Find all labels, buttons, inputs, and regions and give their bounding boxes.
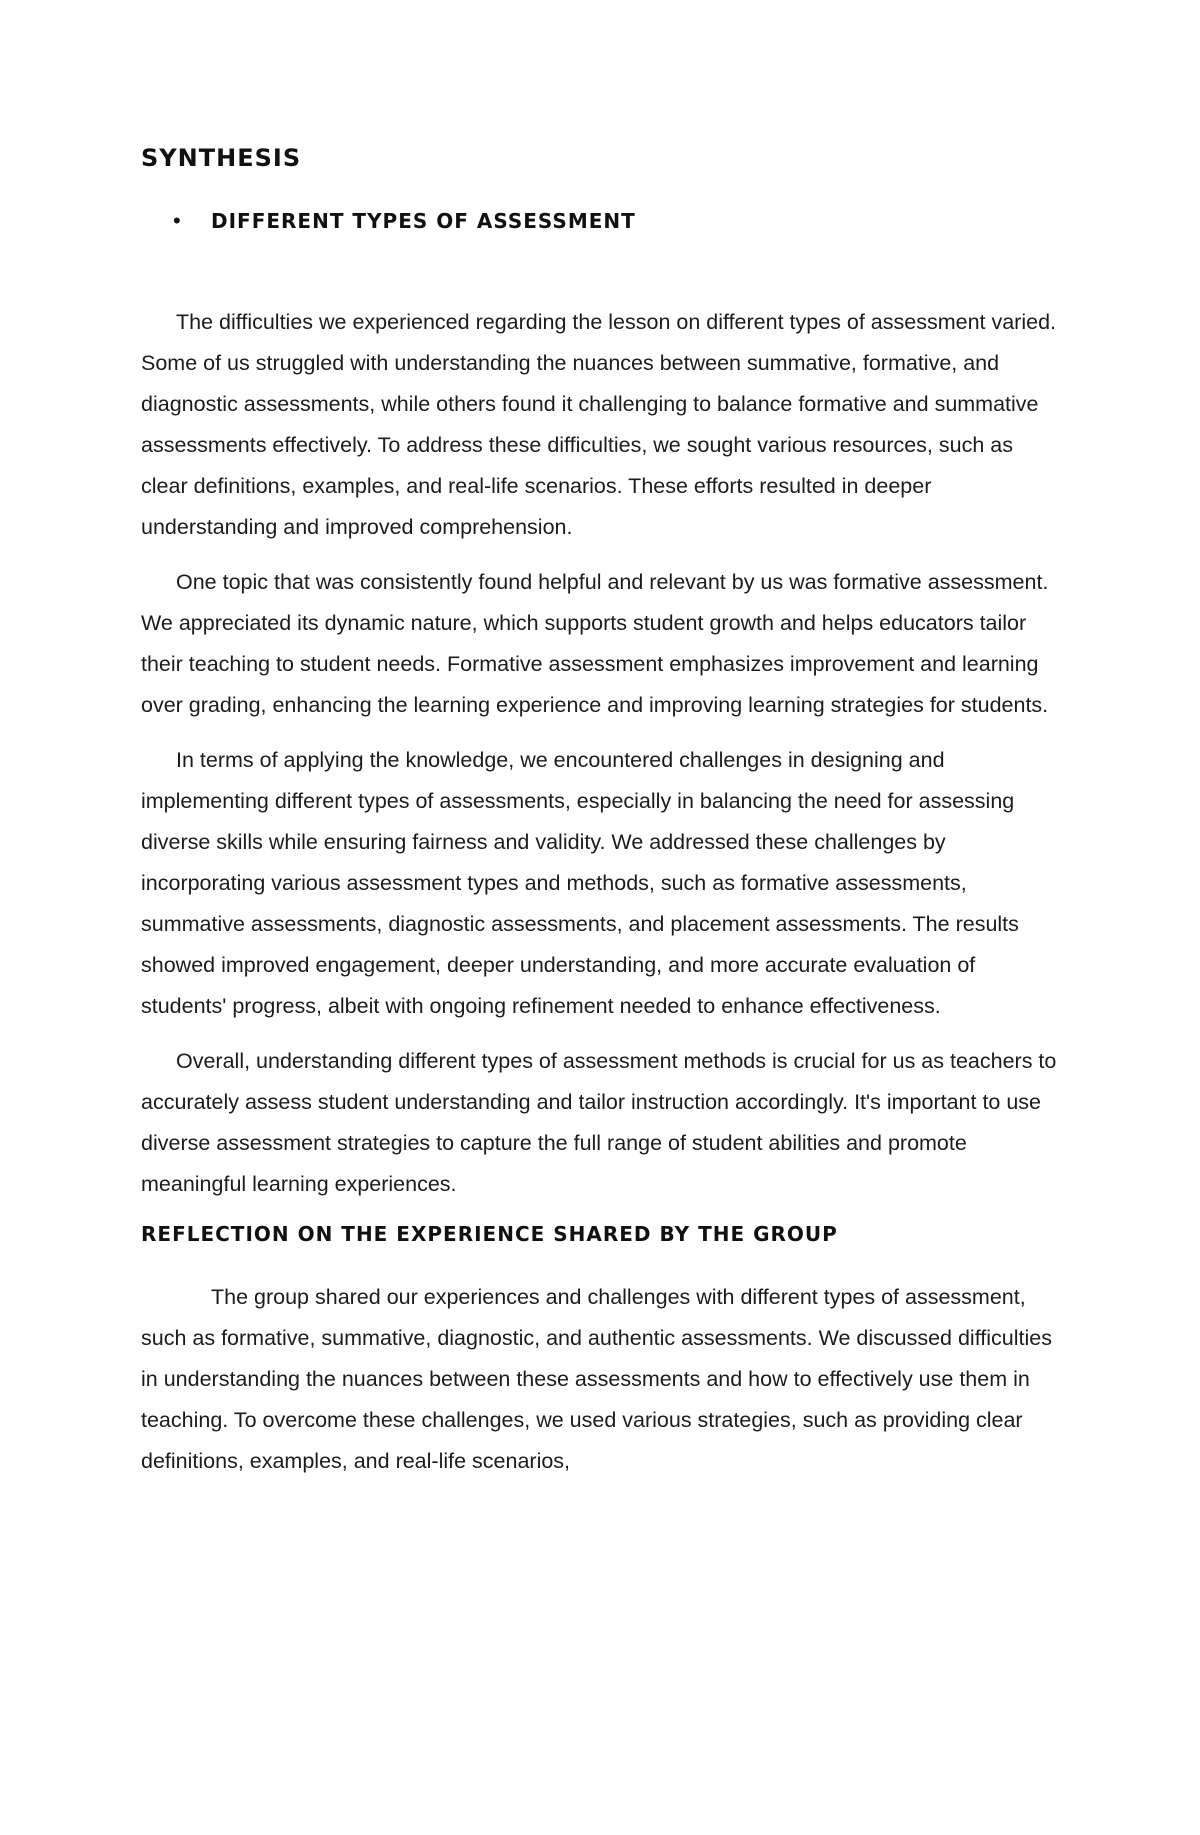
- paragraph-applying-knowledge: In terms of applying the knowledge, we encountered challenges in designing and implementing different types of assessments, especially in balancing the need for assessing diverse skills while ensuring fairness and validity. We addressed these challenges by incorporating various assessment types and methods, such as formative assessments, summative assessments, diagnostic assessments, and placement assessments. The results showed improved engagement, deeper understanding, and more accurate evaluation of students' progress, albeit with ongoing refinement needed to enhance effectiveness.: [141, 748, 1019, 1018]
- bulleted-subheading: [173, 206, 1061, 236]
- paragraph-reflection: The group shared our experiences and challenges with different types of assessment, such as formative, summative, diagnostic, and authentic assessments. We discussed difficulties in understanding the nuances between these assessments and how to effectively use them in teaching. To overcome these challenges, we used various strategies, such as providing clear definitions, examples, and real-life scenarios,: [141, 1285, 1052, 1473]
- subheading-different-types: DIFFERENT TYPES OF ASSESSMENT: [211, 209, 636, 233]
- paragraph-formative-topic: One topic that was consistently found helpful and relevant by us was formative assessment. We appreciated its dynamic nature, which supports student growth and helps educators tailor their teaching to student needs. Formative assessment emphasizes improvement and learning over grading, enhancing the learning experience and improving learning strategies for students.: [141, 570, 1049, 717]
- bullet-icon: •: [173, 208, 181, 233]
- paragraph-difficulties: The difficulties we experienced regarding the lesson on different types of assessment varied. Some of us struggled with understanding the nuances between summative, formative, and diagnostic assessments, while others found it challenging to balance formative and summative assessments effectively. To address these difficulties, we sought various resources, such as clear definitions, examples, and real-life scenarios. These efforts resulted in deeper understanding and improved comprehension.: [141, 310, 1057, 539]
- reflection-heading: REFLECTION ON THE EXPERIENCE SHARED BY THE GROUP: [141, 1222, 838, 1246]
- document-body: [141, 140, 1061, 1496]
- paragraph-overall: Overall, understanding different types of assessment methods is crucial for us as teachers to accurately assess student understanding and tailor instruction accordingly. It's important to use diverse assessment strategies to capture the full range of student abilities and promote meaningful learning experiences.: [141, 1049, 1057, 1196]
- document-title: SYNTHESIS: [141, 144, 302, 172]
